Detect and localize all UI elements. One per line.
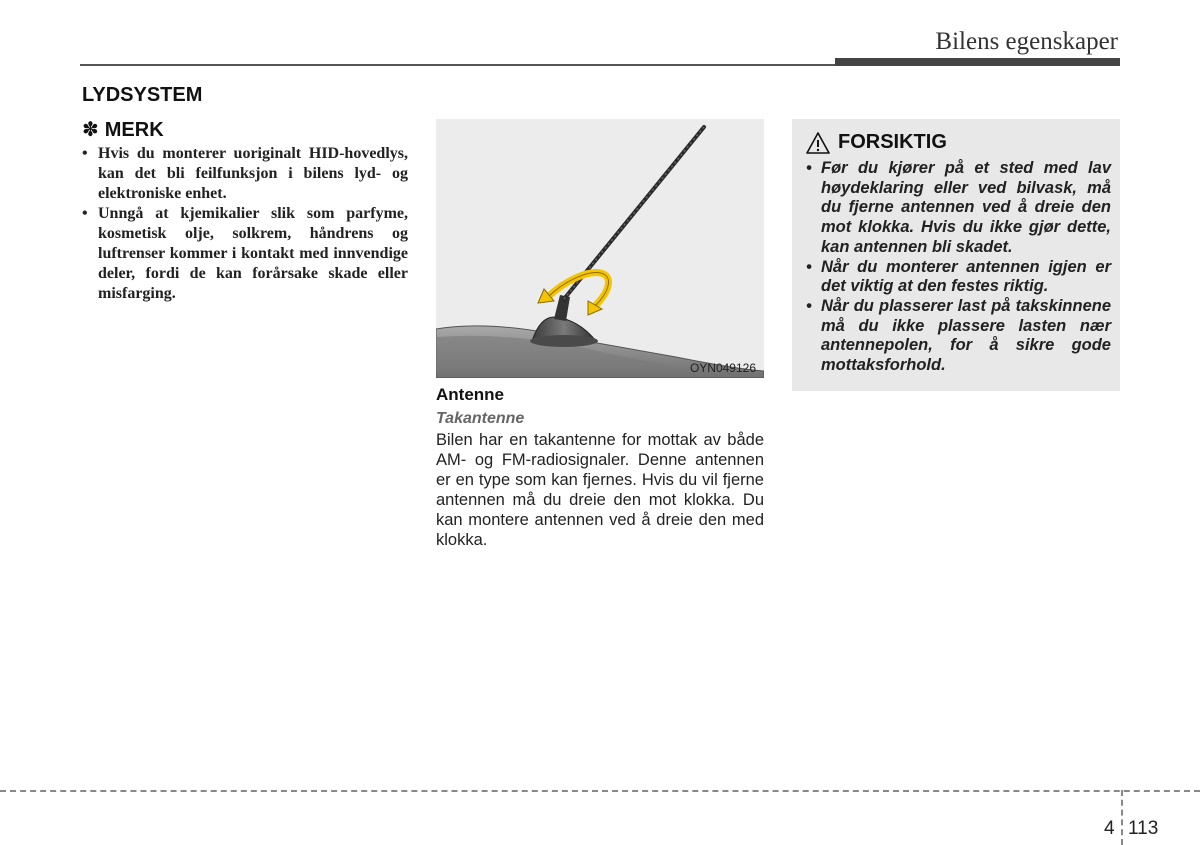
antenne-section bbox=[436, 384, 764, 550]
page-number: 113 bbox=[1128, 818, 1159, 839]
merk-item: • Hvis du monterer uoriginalt HID-hovedlys, kan det bli feilfunksjon i bilens lyd- og elektroniske enhet. bbox=[82, 144, 408, 204]
caution-item: • Når du plasserer last på takskinnene må du ikke plassere lasten nær antennepolen, for å sikre gode mottaksforhold. bbox=[806, 297, 1111, 376]
warning-triangle-icon bbox=[806, 132, 830, 154]
antenne-subheading: Takantenne bbox=[436, 410, 525, 427]
figure-code: OYN049126 bbox=[689, 361, 756, 375]
merk-item: • Unngå at kjemikalier slik som parfyme, kosmetisk olje, solkrem, håndrens og luftrenser kommer i kontakt med innvendige deler, fordi de kan forårsake skade eller misfarging. bbox=[82, 204, 408, 304]
antenne-body: Bilen har en takantenne for mottak av både AM- og FM-radiosignaler. Denne antennen er en type som kan fjernes. Hvis du vil fjerne antennen må du dreie den mot klokka. Du kan montere antennen ved å dreie den med klokka. bbox=[436, 431, 764, 549]
section-title: LYDSYSTEM bbox=[82, 84, 203, 106]
caution-item: • Før du kjører på et sted med lav høydeklaring eller ved bilvask, må du fjerne antennen ved å dreie den mot klokka. Hvis du ikke gjør dette, kan antennen bli skadet. bbox=[806, 159, 1111, 258]
header-rule-thick bbox=[835, 58, 1120, 66]
footer-divider bbox=[1121, 790, 1123, 845]
header-rule-thin bbox=[80, 64, 840, 66]
caution-heading-label: FORSIKTIG bbox=[838, 131, 947, 153]
page-chapter: 4 bbox=[1104, 818, 1115, 839]
caution-item: • Når du monterer antennen igjen er det viktig at den festes riktig. bbox=[806, 258, 1111, 297]
footer-rule bbox=[0, 790, 1200, 792]
merk-list bbox=[82, 144, 408, 304]
page-header-title: Bilens egenskaper bbox=[935, 28, 1118, 55]
merk-heading-label: MERK bbox=[104, 119, 164, 141]
caution-list bbox=[806, 159, 1111, 376]
merk-note bbox=[82, 117, 408, 304]
caution-box bbox=[792, 119, 1120, 391]
star-icon: ✽ bbox=[82, 119, 99, 141]
caution-heading bbox=[806, 131, 947, 154]
antenne-heading: Antenne bbox=[436, 385, 504, 404]
antenna-figure bbox=[436, 119, 764, 378]
merk-heading bbox=[82, 117, 408, 142]
roof-antenna-rotation-illustration bbox=[436, 119, 764, 378]
